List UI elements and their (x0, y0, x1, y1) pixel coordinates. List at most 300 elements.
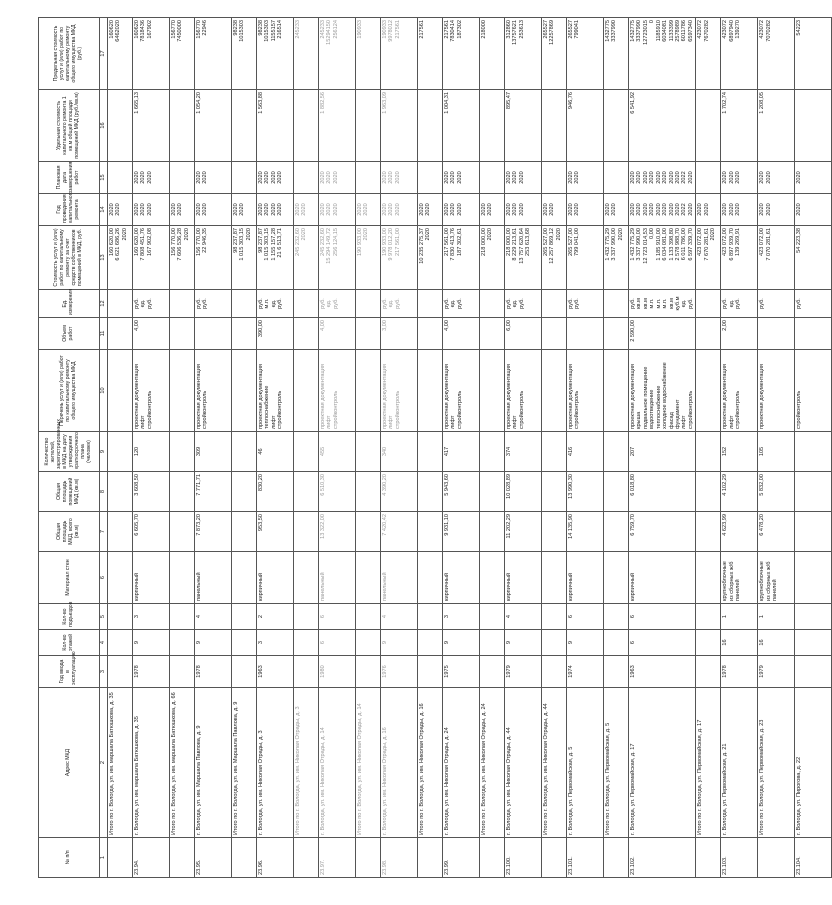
cost-cell-line: 2020 (710, 228, 717, 241)
cost-cell-line: 245 232,60 (320, 228, 326, 256)
limit-cell (480, 18, 505, 90)
total-area: 11 202,29 (505, 512, 542, 552)
limit-cell-line: 7450000 (177, 20, 184, 42)
plan-cell-line: 2020 (636, 171, 643, 184)
plan-cell-line: 2020 (668, 171, 675, 184)
plan-cell (381, 162, 418, 194)
cost-cell-line: 1 015 303,15 (264, 228, 271, 261)
total-area: 14 135,90 (567, 512, 604, 552)
year-cell-line: 2020 (568, 203, 574, 216)
table-row (319, 18, 356, 878)
year-cell (505, 194, 542, 226)
plan-cell-line: 2020 (687, 171, 694, 184)
unit-line: кв.м (642, 298, 649, 309)
wall-material: панельный (381, 552, 418, 604)
limit-cell-line: 7070282 (765, 20, 772, 42)
year-cell-line: 2020 (140, 203, 147, 216)
unit (195, 290, 232, 318)
year-cell-line: 2020 (239, 203, 246, 216)
residents (795, 432, 832, 472)
wall-material: кирпичный (567, 552, 604, 604)
total-address: Итого по г. Вологда, ул. им. Николая Отрады, д. 24 (480, 688, 505, 838)
volume: 4,00 (443, 318, 480, 350)
empty-cell (542, 290, 567, 318)
residents: 374 (505, 432, 542, 472)
limit-cell-line: 7670282 (703, 20, 710, 42)
row-number (542, 838, 567, 878)
plan-cell (133, 162, 170, 194)
unit-line: м.п. (264, 298, 271, 309)
empty-cell (170, 290, 195, 318)
residents: 417 (443, 432, 480, 472)
row-number (604, 838, 629, 878)
limit-cell-line: 6011786 (681, 20, 688, 42)
plan-cell-line: 2020 (506, 171, 512, 184)
limit-cell-line: 1015303 (239, 20, 246, 42)
specific-cost (795, 90, 832, 162)
works-list-line: стройконтроль (277, 390, 284, 429)
year-cell-line: 2020 (388, 203, 395, 216)
empty-cell (294, 432, 319, 472)
empty-cell (480, 90, 505, 162)
plan-cell-line: 2020 (264, 171, 271, 184)
volume: 2,00 (721, 318, 758, 350)
cost-cell-line: 2020 (487, 228, 494, 241)
empty-cell (232, 656, 257, 688)
house-address: г. Вологда, ул. им. Николая Отрады, д. 14 (319, 688, 356, 838)
plan-cell-line: 2020 (394, 171, 401, 184)
house-address: г. Вологда, ул. Первомайская, д. 21 (721, 688, 758, 838)
cost-cell-line: 21 6 513,71 (277, 228, 284, 258)
column-number: 13 (100, 226, 108, 290)
house-address: г. Вологда, ул. Первомайская, д. 17 (629, 688, 696, 838)
limit-cell-line: 423072 (759, 20, 766, 39)
limit-cell-line: 3337990 (636, 20, 643, 42)
specific-cost: 1 563,88 (257, 90, 294, 162)
cost-cell-line: 253 613,68 (525, 228, 532, 256)
year-cell (418, 194, 443, 226)
empty-cell (542, 656, 567, 688)
empty-cell (108, 318, 133, 350)
year-cell-line: 2020 (722, 203, 729, 216)
works-list-line: стройконтроль (687, 390, 694, 429)
limit-cell-line: 160620 (109, 20, 115, 39)
floors: 9 (567, 630, 604, 656)
limit-cell-line: 0 (649, 20, 656, 24)
empty-cell (170, 90, 195, 162)
row-number: 23.103. (721, 838, 758, 878)
cost-cell (443, 226, 480, 290)
row-number: 23.99. (443, 838, 480, 878)
floors: 16 (758, 630, 795, 656)
header-cell: Ед. измерения (39, 290, 100, 318)
unit (629, 290, 696, 318)
unit-line: руб. (796, 298, 803, 309)
works-list-line: проектная документация (630, 364, 636, 429)
unit (758, 290, 795, 318)
empty-cell (696, 90, 721, 162)
empty-cell (480, 630, 505, 656)
wall-material: крупноблочные из сборных ж/б панелей (758, 552, 795, 604)
plan-cell-line: 2020 (146, 171, 153, 184)
limit-cell-line: 22946 (202, 20, 209, 36)
limit-cell-line: 1432775 (630, 20, 636, 42)
year-cell-line: 2020 (481, 203, 487, 216)
cost-cell-line: 15 294 149,72 (326, 228, 333, 264)
entrances: 6 (567, 604, 604, 630)
year-cell-line: 2020 (419, 203, 425, 216)
empty-cell (232, 90, 257, 162)
specific-cost: 1 665,13 (133, 90, 170, 162)
works-list-line: теплоснабжение (264, 385, 271, 429)
works-list-line: стройконтроль (735, 390, 742, 429)
year-cell-line: 2020 (674, 203, 681, 216)
premises-area: 10 028,89 (505, 472, 542, 512)
year-cell-line: 2020 (630, 203, 636, 216)
unit-line: куб.м (674, 296, 681, 311)
plan-cell-line: 2020 (728, 171, 735, 184)
house-address: г. Вологда, ул. им. маршала Батюшкова, д. 35 (133, 688, 170, 838)
limit-cell-line: 218000 (481, 20, 487, 39)
limit-cell-line: 6462020 (115, 20, 122, 42)
cost-cell (319, 226, 356, 290)
empty-cell (294, 162, 319, 194)
year-built: 1979 (758, 656, 795, 688)
limit-cell-line: 9978012 (388, 20, 395, 42)
year-cell-line: 2020 (456, 203, 463, 216)
floors: 9 (381, 630, 418, 656)
empty-cell (696, 656, 721, 688)
premises-area: 5 943,60 (443, 472, 480, 512)
row-number (356, 838, 381, 878)
year-cell (795, 194, 832, 226)
floors: 9 (505, 630, 542, 656)
empty-cell (356, 552, 381, 604)
cost-cell-line: 7 830 413,76 (450, 228, 457, 261)
cost-cell (381, 226, 418, 290)
header-cell: Плановая дата завершения работ (39, 162, 100, 194)
cost-cell-line: 2020 (425, 228, 432, 241)
entrances: 6 (629, 604, 696, 630)
empty-cell (232, 604, 257, 630)
house-address: г. Вологда, ул. им. Николая Отрады, д. 16 (381, 688, 418, 838)
header-cell: Адрес МКД (39, 688, 100, 838)
plan-cell-line: 2020 (450, 171, 457, 184)
empty-cell (696, 604, 721, 630)
year-cell (232, 194, 257, 226)
plan-cell (443, 162, 480, 194)
year-cell-line: 2020 (759, 203, 766, 216)
year-cell-line: 2020 (611, 203, 618, 216)
cost-cell-line: 423 072,00 (697, 228, 704, 256)
cost-cell-line: 2020 (617, 228, 624, 241)
unit-line: ед. (728, 299, 735, 308)
unit-line: руб. (759, 298, 766, 309)
year-built: 1975 (443, 656, 480, 688)
works-list-line: лифт (450, 415, 457, 429)
cost-cell-line: 1 133 398,80 (668, 228, 675, 261)
year-cell (721, 194, 758, 226)
plan-cell-line: 2020 (202, 171, 209, 184)
unit-line: м.п. (649, 298, 656, 309)
entrances (795, 604, 832, 630)
empty-cell (542, 604, 567, 630)
empty-cell (696, 630, 721, 656)
cost-cell (604, 226, 629, 290)
works-list-line: стройконтроль (202, 390, 209, 429)
empty-cell (542, 630, 567, 656)
total-row (696, 18, 721, 878)
cost-cell-line: 190 933,00 (382, 228, 388, 256)
empty-cell (604, 162, 629, 194)
row-number (232, 838, 257, 878)
year-cell-line: 2022 (681, 203, 688, 216)
cost-cell (480, 226, 505, 290)
empty-cell (232, 290, 257, 318)
plan-cell-line: 2020 (796, 171, 803, 184)
limit-cell-line: 190933 (357, 20, 363, 39)
empty-cell (294, 290, 319, 318)
cost-cell-line: 3 337 990,00 (611, 228, 618, 261)
cost-cell-line: 156 770,00 (196, 228, 202, 256)
table-row (381, 18, 418, 878)
empty-cell (294, 512, 319, 552)
cost-cell-line: 7 606 536,28 (177, 228, 184, 261)
total-row (356, 18, 381, 878)
unit-line: руб. (277, 298, 284, 309)
empty-cell (170, 656, 195, 688)
works-list-line: лифт (326, 415, 333, 429)
unit-line: руб. (518, 298, 525, 309)
cost-cell (418, 226, 443, 290)
cost-cell-line: 2020 (183, 228, 190, 241)
empty-cell (542, 552, 567, 604)
empty-cell (356, 472, 381, 512)
empty-cell (418, 318, 443, 350)
entrances: 4 (505, 604, 542, 630)
cost-cell (356, 226, 381, 290)
year-cell (294, 194, 319, 226)
limit-cell-line: 2578989 (674, 20, 681, 42)
works-list (721, 350, 758, 432)
wall-material: кирпичный (257, 552, 294, 604)
year-cell (542, 194, 567, 226)
header-cell: Предельная стоимость услуг и (или) работ по капитальному ремонту общего имущества МКД (руб.) (39, 18, 100, 90)
specific-cost: 1 004,31 (443, 90, 480, 162)
cost-cell-line: 2020 (121, 228, 128, 241)
empty-cell (604, 318, 629, 350)
premises-area (795, 472, 832, 512)
limit-cell (170, 18, 195, 90)
cost-cell-line: 0,00 (649, 228, 656, 239)
limit-cell (443, 18, 480, 90)
row-number: 23.98. (381, 838, 418, 878)
table-row (443, 18, 480, 878)
house-address: Итого по г. Вологда, ул. Первомайская, д. 23 (758, 688, 795, 838)
limit-cell-line: 1015303 (264, 20, 271, 42)
empty-cell (108, 552, 133, 604)
total-area: 9 931,10 (443, 512, 480, 552)
cost-cell-line: 1 432 775,29 (630, 228, 636, 261)
year-built (795, 656, 832, 688)
empty-cell (418, 90, 443, 162)
empty-cell (418, 656, 443, 688)
year-cell (604, 194, 629, 226)
empty-cell (108, 162, 133, 194)
cost-cell-line: 245 232,60 (295, 228, 301, 256)
year-built: 1978 (721, 656, 758, 688)
limit-cell-line: 245233 (295, 20, 301, 39)
empty-cell (542, 318, 567, 350)
column-number: 5 (100, 604, 108, 630)
cost-cell-line: 139 269,91 (735, 228, 742, 256)
works-list-line: проектная документация (258, 364, 264, 429)
empty-cell (418, 512, 443, 552)
entrances: 3 (443, 604, 480, 630)
cost-cell-line: 156 770,00 (171, 228, 177, 256)
works-list-line: теплоснабжение (655, 385, 662, 429)
header-cell: Удельная стоимость капитального ремонта 1 кв.м общей площади помещений МКД (руб./кв.м) (39, 90, 100, 162)
works-list-line: крыша (636, 411, 643, 429)
row-number: 23.101. (567, 838, 604, 878)
row-number: 23.104. (795, 838, 832, 878)
total-address: Итого по г. Вологда, ул. им. Николая Отрады, д. 14 (356, 688, 381, 838)
empty-cell (170, 512, 195, 552)
works-list-line: лифт (512, 415, 519, 429)
volume: 6,00 (505, 318, 542, 350)
empty-cell (170, 162, 195, 194)
year-cell (356, 194, 381, 226)
cost-cell-line: 799 041,00 (574, 228, 581, 256)
year-cell-line: 2020 (605, 203, 611, 216)
year-built: 1963 (257, 656, 294, 688)
plan-cell (758, 162, 795, 194)
house-address: г. Вологда, ул. Пирогова, д. 22 (795, 688, 832, 838)
plan-cell-line: 2020 (456, 171, 463, 184)
row-number: 23.95. (195, 838, 232, 878)
residents: 46 (257, 432, 294, 472)
year-cell-line: 2020 (134, 203, 140, 216)
cost-cell (696, 226, 721, 290)
year-cell-line: 2020 (518, 203, 525, 216)
specific-cost: 946,76 (567, 90, 604, 162)
empty-cell (480, 162, 505, 194)
unit (319, 290, 356, 318)
cost-cell-line: 12 257 869,12 (549, 228, 556, 264)
empty-cell (604, 350, 629, 432)
wall-material: панельный (319, 552, 356, 604)
empty-cell (418, 472, 443, 512)
plan-cell-line: 2020 (722, 171, 729, 184)
empty-cell (232, 552, 257, 604)
limit-cell-line: 190933 (382, 20, 388, 39)
empty-cell (108, 630, 133, 656)
specific-cost: 1 882,56 (319, 90, 356, 162)
column-number: 10 (100, 350, 108, 432)
year-cell-line: 2020 (363, 203, 370, 216)
empty-cell (170, 432, 195, 472)
limit-cell (542, 18, 567, 90)
empty-cell (170, 604, 195, 630)
column-number: 16 (100, 90, 108, 162)
works-list-line: лифт (681, 415, 688, 429)
unit (443, 290, 480, 318)
year-cell-line: 2020 (703, 203, 710, 216)
year-cell-line: 2020 (382, 203, 388, 216)
year-cell-line: 2020 (649, 203, 656, 216)
residents: 416 (567, 432, 604, 472)
works-list-line: водоотведение (649, 389, 656, 429)
works-list-line: холодное водоснабжение (662, 362, 669, 429)
plan-cell (505, 162, 542, 194)
works-list-line: проектная документация (320, 364, 326, 429)
empty-cell (170, 318, 195, 350)
cost-cell-line: 1 015 303,15 (239, 228, 246, 261)
year-cell (170, 194, 195, 226)
unit-line: руб. (722, 298, 729, 309)
total-address: Итого по г. Вологда, ул. им. Николая Отрады, д. 3 (294, 688, 319, 838)
cost-cell-line: 218 000,00 (481, 228, 487, 256)
works-list-line: проектная документация (568, 364, 574, 429)
empty-cell (542, 350, 567, 432)
total-area: 6 478,20 (758, 512, 795, 552)
year-cell (480, 194, 505, 226)
year-cell-line: 2020 (394, 203, 401, 216)
year-cell-line: 2020 (171, 203, 177, 216)
empty-cell (696, 350, 721, 432)
floors: 6 (319, 630, 356, 656)
year-built: 1963 (629, 656, 696, 688)
total-address: Итого по г. Вологда, ул. им. маршала Батюшкова, д. 66 (170, 688, 195, 838)
empty-cell (542, 432, 567, 472)
limit-cell (795, 18, 832, 90)
residents: 152 (721, 432, 758, 472)
limit-cell (418, 18, 443, 90)
empty-cell (170, 472, 195, 512)
works-list-line: стройконтроль (574, 390, 581, 429)
plan-cell-line: 2020 (332, 171, 339, 184)
limit-cell-line: 1155157 (270, 20, 277, 42)
plan-cell-line: 2020 (277, 171, 284, 184)
unit (257, 290, 294, 318)
year-cell (629, 194, 696, 226)
year-cell-line: 2020 (765, 203, 772, 216)
plan-cell-line: 2020 (655, 171, 662, 184)
unit-line: руб. (687, 298, 694, 309)
cost-cell-line: 2020 (363, 228, 370, 241)
unit (567, 290, 604, 318)
plan-cell-line: 2020 (258, 171, 264, 184)
empty-cell (480, 350, 505, 432)
unit-line: руб. (332, 298, 339, 309)
total-area: 13 322,00 (319, 512, 356, 552)
wall-material (795, 552, 832, 604)
unit-line: ед. (140, 299, 147, 308)
header-cell: Объем работ (39, 318, 100, 350)
cost-cell-line: 217 561,00 (444, 228, 450, 256)
column-number: 2 (100, 688, 108, 838)
empty-cell (696, 432, 721, 472)
cost-cell-line: 2020 (555, 228, 562, 241)
cost-cell-line: 190 933,00 (357, 228, 363, 256)
empty-cell (480, 432, 505, 472)
empty-cell (542, 162, 567, 194)
limit-cell-line: 156770 (171, 20, 177, 39)
entrances: 6 (319, 604, 356, 630)
empty-cell (108, 656, 133, 688)
works-list-line: стройконтроль (796, 390, 803, 429)
year-cell-line: 2020 (109, 203, 115, 216)
